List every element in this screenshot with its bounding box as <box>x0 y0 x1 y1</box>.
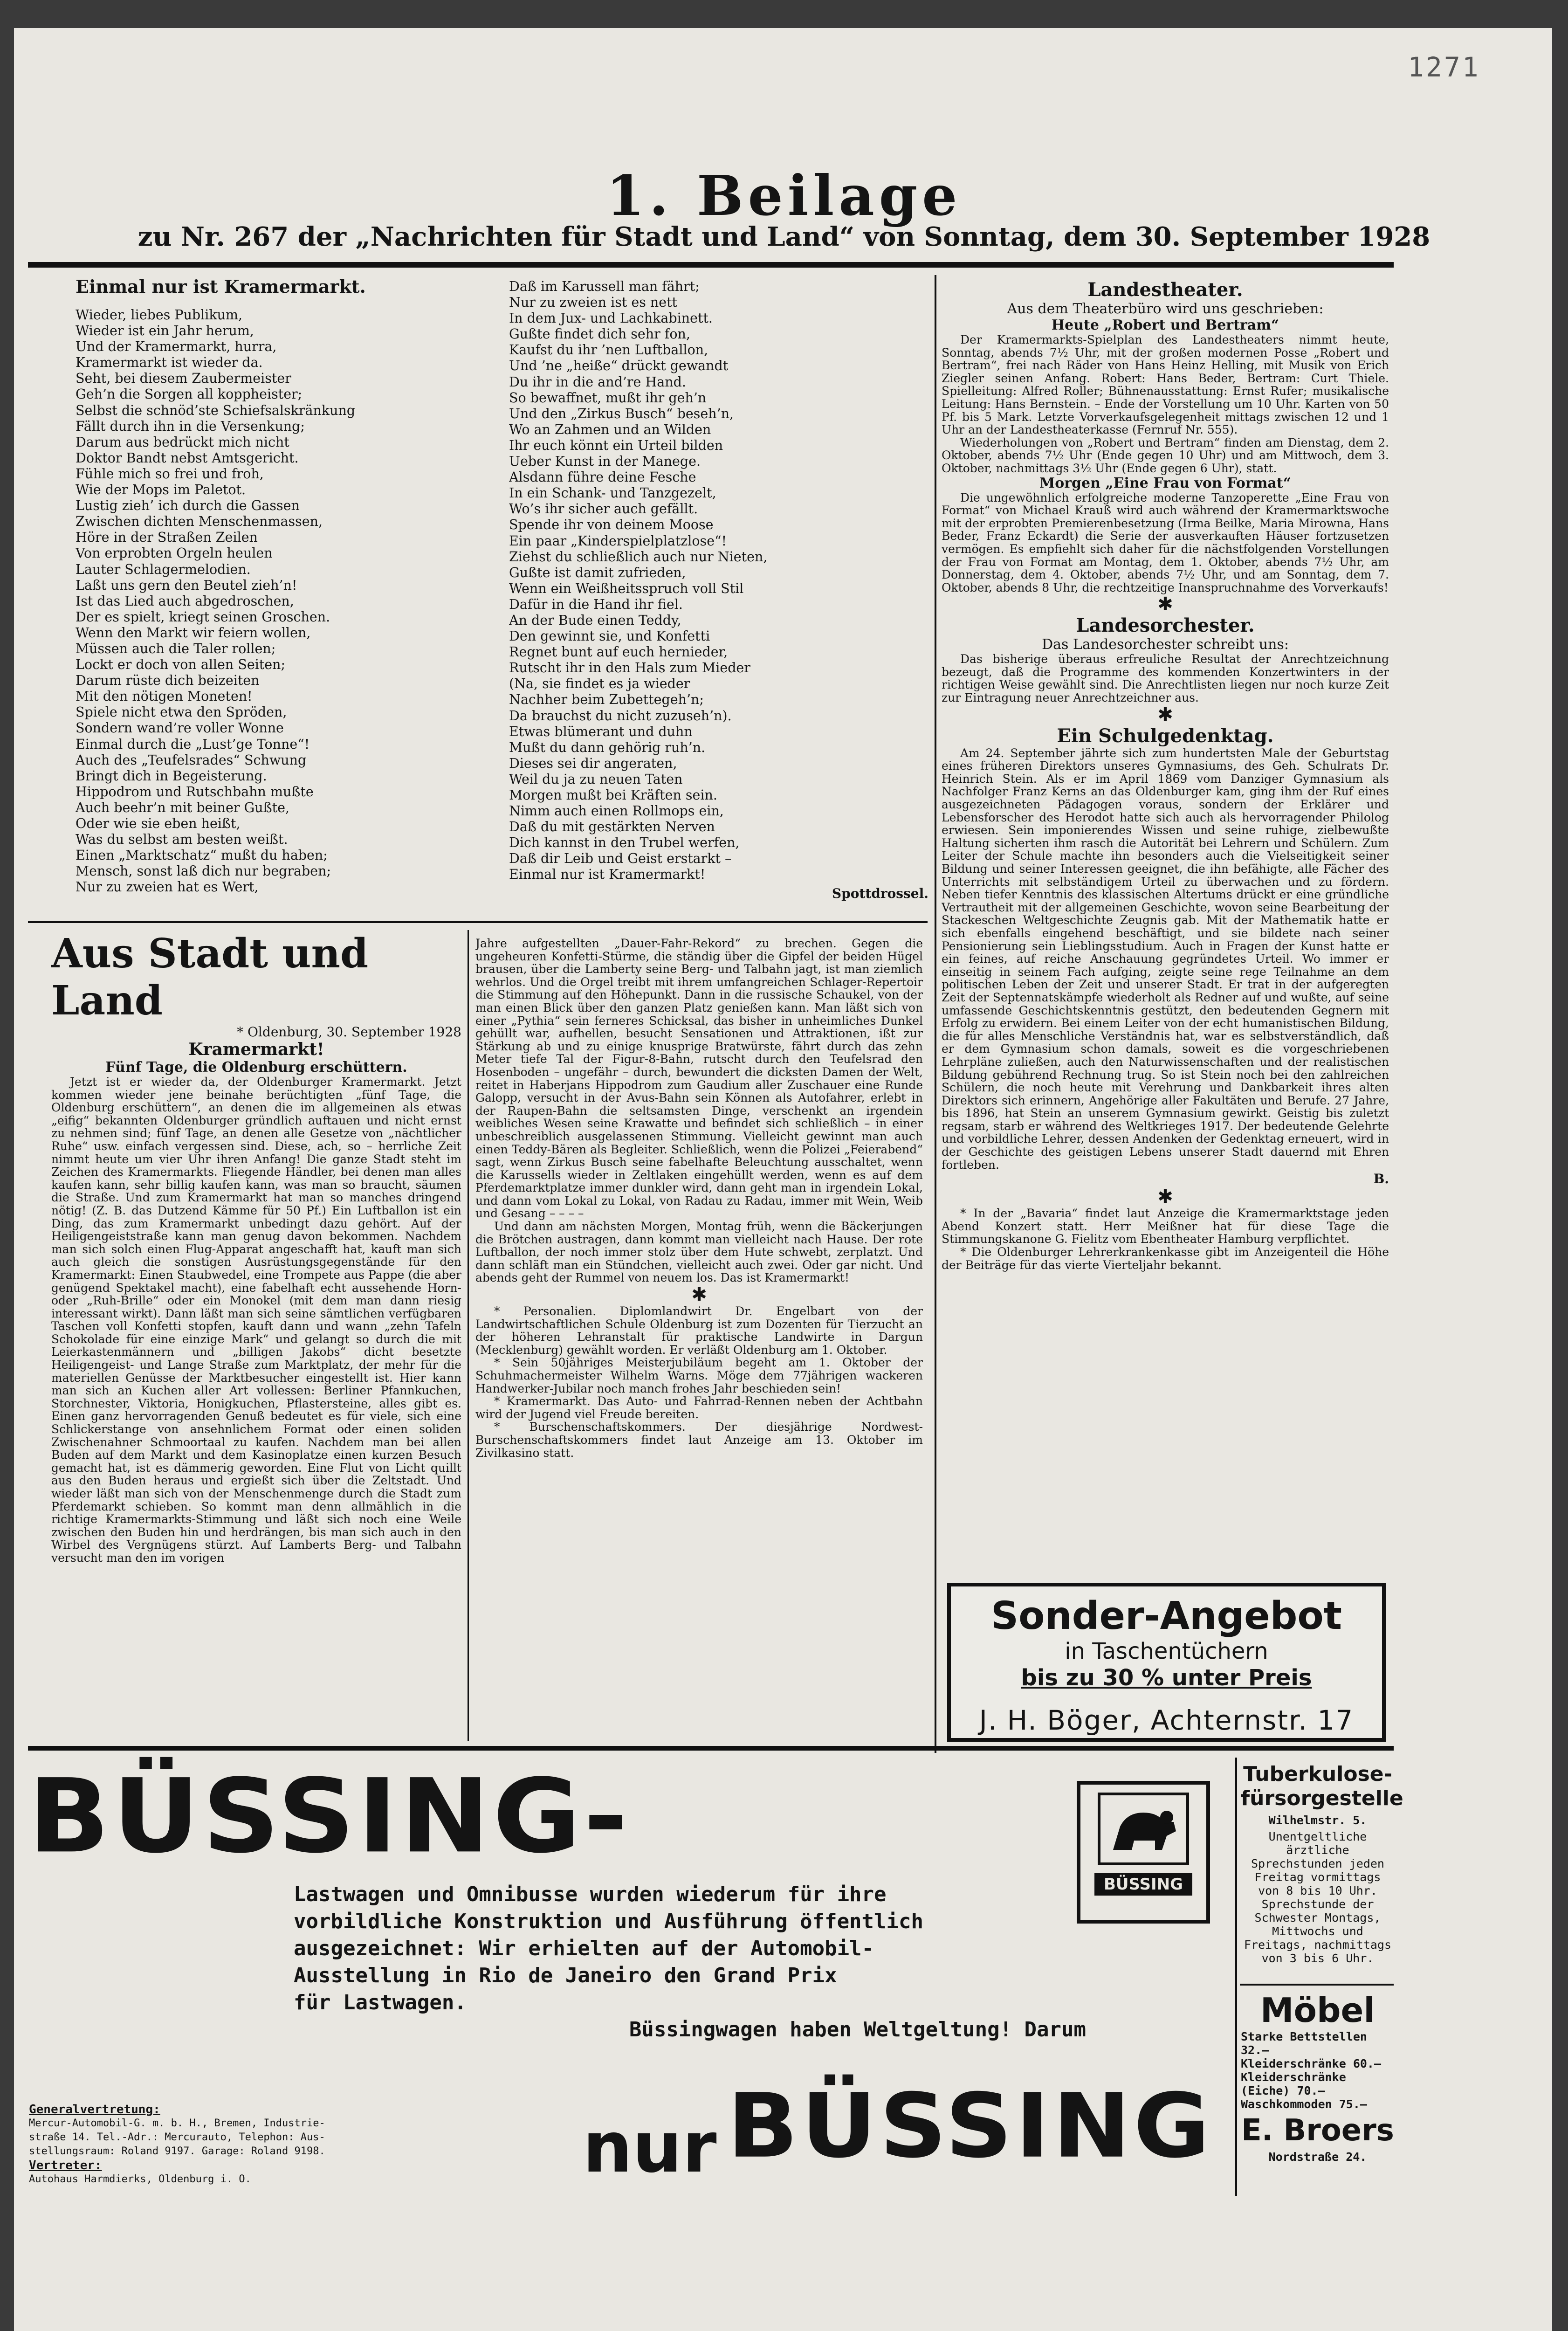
buessing-text-line: vorbildliche Konstruktion und Ausführung öffentlich <box>294 1910 924 1933</box>
poem-line: Dieses sei dir angeraten, <box>509 755 677 771</box>
stadt-text-1: Jetzt ist er wieder da, der Oldenburger Kramermarkt. Jetzt kommen wieder jene beinahe berüchtigten „fünf Tage, die Oldenburg erschüttern“, an denen die im allgemeinen als etwas „eifig“ bekannten Oldenburger gründlich auftauen und nicht ernst zu nehmen sind; fünf Tage, an denen alle Gesetze von „nächtlicher Ruhe“ usw. einfach vergessen sind. Diese, ach, so – herrliche Zeit nimmt heute um vier Uhr ihren Anfang! Die ganze Stadt steht im Zeichen des Kramermarkts. Fliegende Händler, bei denen man alles kaufen kann, sehr billig kaufen kann, was man so braucht, säumen die Straße. Und zum Kramermarkt hat man so manches dringend nötig! (Z. B. das Dutzend Kämme für 50 Pf.) Ein Luftballon ist ein Ding, das zum Kramermarkt unbedingt dazu gehört. Auf der Heiligengeiststraße kann man genug davon bekommen. Nachdem man sich solch einen Flug-Apparat angeschafft hat, kauft man sich auch gleich die sonstigen Ausrüstungsgegenstände für den Kramermarkt: Einen Staubwedel, eine Trompete aus Pappe (die aber genügend Spektakel macht), eine fabelhaft echt aussehende Horn- oder „Ruh-Brille“ oder ein Monokel (mit dem man dann riesig interessant wirkt). Dann läßt man sich seine sämtlichen verfügbaren Taschen voll Konfetti stopfen, kauft dann und wann „zehn Tafeln Schokolade für eine einzige Mark“ und gelangt so durch die mit Leierkastenmännern und „billigen Jakobs“ dicht besetzte Heiligengeist- und Lange Straße zum Marktplatz, der mehr für die materiellen Genüsse der Marktbesucher eingestellt ist. Hier kann man sich an Kuchen aller Art vollessen: Berliner Pfannkuchen, Storchnester, Viktoria, Honigkuchen, Pflastersteine, alles gibt es. Einen ganz hervorragenden Genuß bedeutet es für viele, sich eine Schlickerstange von ansehnlichem Format oder einen soliden Zwischenahner Schmoortaal zu kaufen. Nachdem man bei allen Buden auf dem Markt und dem Kasinoplatze einen kurzen Besuch gemacht hat, ist es dämmerig geworden. Eine Flut von Licht quillt aus den Buden heraus und ergießt sich über die Zeltstadt. Und wieder läßt man sich von der Menschenmenge durch die Stadt zum Pferdemarkt schieben. So kommt man denn allmählich in die richtige Kramermarkts-Stimmung und läßt sich noch eine Weile zwischen den Buden hin und herdrängen, bis man sich auch in den Wirbel des Vergnügens stürzt. Auf Lamberts Berg- und Talbahn versucht man den im vorigen <box>51 1075 461 1565</box>
buessing-text-line: für Lastwagen. <box>294 1991 467 2014</box>
poem-line: Mit den nötigen Moneten! <box>76 689 253 704</box>
poem-line: Zwischen dichten Menschenmassen, <box>76 514 323 530</box>
stadt-subsub: Fünf Tage, die Oldenburg erschüttern. <box>105 1059 407 1076</box>
poem-line: Da brauchst du nicht zuzuseh’n). <box>509 708 732 724</box>
poem-line: Bringt dich in Begeisterung. <box>76 768 267 784</box>
poem-line: Wenn den Markt wir feiern wollen, <box>76 625 311 641</box>
poem-line: Lockt er doch von allen Seiten; <box>76 657 286 673</box>
stadt-title: Aus Stadt und Land <box>51 930 369 1024</box>
moebel-item-1: Starke Bettstellen 32.– <box>1241 2030 1367 2057</box>
column-divider <box>935 275 936 1753</box>
poem-line: Nachher beim Zubettegeh’n; <box>509 692 704 708</box>
poem-line: Wie der Mops im Paletot. <box>76 482 246 498</box>
tuberk-text: Unentgeltliche ärztliche Sprechstunden jeden Freitag vormittags von 8 bis 10 Uhr. Sprechstunde der Schwester Montags, Mittwochs und Freitags, nachmittags von 3 bis 6 Uhr. <box>1244 1830 1392 1965</box>
poem-line: Doktor Bandt nebst Amtsgericht. <box>76 450 299 466</box>
poem-line: (Na, sie findet es ja wieder <box>509 676 690 692</box>
poem-line: Ziehst du schließlich auch nur Nieten, <box>509 549 768 565</box>
poem-line: Einmal nur ist Kramermarkt! <box>509 867 706 883</box>
ad-sonder-line-2: bis zu 30 % unter Preis <box>1021 1665 1312 1691</box>
theater-paragraph-1: Der Kramermarkts-Spielplan des Landestheaters nimmt heute, Sonntag, abends 7½ Uhr, mit der großen modernen Posse „Robert und Bertram“, frei nach Räder von Hans Heinz Helling, mit Musik von Erich Ziegler seinen Anfang. Robert: Hans Beder, Bertram: Curt Thiele. Spielleitung: Alfred Roller; Bühnenausstattung: Ernst Rufer; musikalische Leitung: Hans Bernstein. – Ende der Vorstellung um 10 Uhr. Karten von 50 Pf. bis 5 Mark. Letzte Vorverkaufsgelegenheit mittags zwischen 12 und 1 Uhr an der Landestheaterkasse (Fernruf Nr. 555). <box>942 333 1389 437</box>
gv-label: Generalvertretung: <box>29 2103 160 2117</box>
poem-title: Einmal nur ist Kramermarkt. <box>76 276 366 297</box>
poem-lines-right <box>509 279 928 883</box>
ad-sonder-firm: J. H. Böger, Achternstr. 17 <box>979 1704 1354 1736</box>
school-note-2: * Die Oldenburger Lehrerkrankenkasse gibt im Anzeigenteil die Höhe der Beiträge für das vierte Vierteljahr bekannt. <box>942 1245 1389 1272</box>
poem-line: Und der Kramermarkt, hurra, <box>76 339 277 355</box>
poem-line: Regnet bunt auf euch hernieder, <box>509 644 728 660</box>
poem-line: Etwas blümerant und duhn <box>509 724 693 739</box>
poem-author: Spottdrossel. <box>832 885 928 901</box>
poem-line: Lauter Schlagermelodien. <box>76 561 251 577</box>
ad-sonder-title: Sonder-Angebot <box>991 1594 1342 1638</box>
poem-line: Lustig zieh’ ich durch die Gassen <box>76 498 300 514</box>
poem-line: Was du selbst am besten weißt. <box>76 832 288 848</box>
theater-today: Heute „Robert und Bertram“ <box>1051 317 1279 333</box>
poem-line: In ein Schank- und Tanzgezelt, <box>509 485 716 501</box>
stadt-dateline: * Oldenburg, 30. September 1928 <box>237 1024 461 1040</box>
poem-line: Geh’n die Sorgen all koppheister; <box>76 386 303 402</box>
poem-line: Und ’ne „heiße“ drückt gewandt <box>509 358 729 374</box>
ad-divider <box>1235 1758 1237 2196</box>
poem-line: Fühle mich so frei und froh, <box>76 466 264 482</box>
poem-line: Der es spielt, kriegt seinen Groschen. <box>76 609 330 625</box>
buessing-logo-text: BÜSSING <box>1094 1873 1192 1896</box>
moebel-item-2: Kleiderschränke 60.– <box>1241 2057 1382 2070</box>
vertreter-line: Autohaus Harmdierks, Oldenburg i. O. <box>29 2173 251 2185</box>
poem-line: Wieder, liebes Publikum, <box>76 307 243 323</box>
gv-line-1: Mercur-Automobil-G. m. b. H., Bremen, Industrie- <box>29 2117 325 2129</box>
poem-line: In dem Jux- und Lachkabinett. <box>509 310 713 326</box>
poem-line: Höre in der Straßen Zeilen <box>76 530 258 545</box>
moebel-item-3: Kleiderschränke (Eiche) 70.– <box>1241 2070 1346 2097</box>
poem-line: Daß dir Leib und Geist erstarkt – <box>509 851 732 867</box>
page-number: 1271 <box>1408 51 1480 83</box>
poem-line: Ueber Kunst in der Manege. <box>509 454 701 469</box>
buessing-brand-top: BÜSSING- <box>28 1758 631 1876</box>
poem-line: Hippodrom und Rutschbahn mußte <box>76 784 314 800</box>
masthead-rule <box>28 262 1394 268</box>
poem-line: Wieder ist ein Jahr herum, <box>76 323 254 339</box>
theater-paragraph-3: Die ungewöhnlich erfolgreiche moderne Tanzoperette „Eine Frau von Format“ von Michael Krauß wird auch während der Kramermarktswoche mit der erprobten Premierenbesetzung (Irma Beilke, Maria Mirowna, Hans Beder, Franz Eckardt) die Serie der ausverkauften Häuser fortzusetzen vermögen. Es empfiehlt sich daher für die nächstfolgenden Vorstellungen der Frau von Format am Montag, dem 1. Oktober, abends 7½ Uhr, am Donnerstag, dem 4. Oktober, abends 7½ Uhr, und am Sonntag, dem 7. Oktober, abends 8 Uhr, die rechtzeitige Inanspruchnahme des Vorverkaufs! <box>942 490 1389 594</box>
poem-line: Von erprobten Orgeln heulen <box>76 545 273 561</box>
moebel-street: Nordstraße 24. <box>1268 2150 1367 2164</box>
poem-line: Darum rüste dich beizeiten <box>76 673 260 689</box>
poem-line: Sondern wand’re voller Wonne <box>76 720 284 736</box>
poem-line: Den gewinnt sie, und Konfetti <box>509 628 710 644</box>
poem-column-left <box>76 276 458 905</box>
orchestra-intro: Das Landesorchester schreibt uns: <box>1042 636 1289 653</box>
theater-title: Landestheater. <box>1087 279 1243 301</box>
poem-line: Wenn ein Weißheitsspruch voll Stil <box>509 580 744 596</box>
buessing-text-line: Lastwagen und Omnibusse wurden wiederum für ihre <box>294 1883 887 1906</box>
poem-column-right <box>509 279 928 913</box>
column-divider <box>468 930 469 1741</box>
sonder-angebot-ad <box>947 1583 1386 1742</box>
poem-line: An der Bude einen Teddy, <box>509 612 681 628</box>
poem-line: Müssen auch die Taler rollen; <box>76 641 276 656</box>
gv-line-3: stellungsraum: Roland 9197. Garage: Roland 9198. <box>29 2145 325 2157</box>
ad-divider <box>1240 1984 1394 1986</box>
poem-line: Darum aus bedrückt mich nicht <box>76 434 289 450</box>
poem-line: Oder wie sie eben heißt, <box>76 816 241 831</box>
poem-line: Dafür in die Hand ihr fiel. <box>509 596 683 612</box>
poem-line: Morgen mußt bei Kräften sein. <box>509 787 717 803</box>
buessing-text <box>294 1881 1086 2043</box>
school-sign: B. <box>1373 1171 1389 1187</box>
star-divider: ✱ <box>1157 703 1173 725</box>
tuberk-street: Wilhelmstr. 5. <box>1268 1814 1367 1827</box>
star-divider: ✱ <box>691 1284 707 1306</box>
poem-line: Auch beehr’n mit beiner Gußte, <box>76 800 290 815</box>
gv-line-2: straße 14. Tel.-Adr.: Mercurauto, Telephon: Aus- <box>29 2131 325 2143</box>
tuberkulose-ad <box>1241 1762 1403 1965</box>
school-title: Ein Schulgedenktag. <box>1057 724 1274 747</box>
buessing-brand-bottom: BÜSSING <box>727 2075 1213 2178</box>
poem-line: So bewaffnet, mußt ihr geh’n <box>509 390 707 406</box>
stadt-note-1: * Personalien. Diplomlandwirt Dr. Engelbart von der Landwirtschaftlichen Schule Oldenburg ist zum Dozenten für Tierzucht an der höheren Lehranstalt für praktische Landwirte in Dargun (Mecklenburg) gewählt worden. Er verläßt Oldenburg am 1. Oktober. <box>475 1304 923 1357</box>
buessing-text-line: ausgezeichnet: Wir erhielten auf der Automobil- <box>294 1937 874 1960</box>
poem-line: Ein paar „Kinderspielplatzlose“! <box>509 533 727 549</box>
poem-line: Kramermarkt ist wieder da. <box>76 355 263 371</box>
stadt-note-3: * Kramermarkt. Das Auto- und Fahrrad-Rennen neben der Achtbahn wird der Jugend viel Freude bereiten. <box>475 1394 923 1421</box>
poem-line: Einmal durch die „Lust’ge Tonne“! <box>76 736 310 752</box>
moebel-firm: E. Broers <box>1241 2113 1394 2148</box>
poem-lines-left <box>76 307 458 895</box>
poem-line: Mußt du dann gehörig ruh’n. <box>509 739 706 755</box>
tuberk-title: Tuberkulose-fürsorgestelle <box>1241 1762 1403 1810</box>
orchestra-title: Landesorchester. <box>1076 614 1255 637</box>
poem-line: Rutscht ihr in den Hals zum Mieder <box>509 660 750 676</box>
star-divider: ✱ <box>1157 1186 1173 1208</box>
stadt-column-1 <box>51 930 461 1741</box>
poem-line: Spiele nicht etwa den Spröden, <box>76 704 287 720</box>
poem-line: Nur zu zweien hat es Wert, <box>76 879 259 895</box>
poem-line: Seht, bei diesem Zaubermeister <box>76 371 291 386</box>
stadt-text-3: Und dann am nächsten Morgen, Montag früh, wenn die Bäckerjungen die Brötchen austragen, dann kommt man vielleicht nach Hause. Der rote Luftballon, der noch immer stolz über dem Hute schwebt, zerplatzt. Und dann schläft man ein Stündchen, vielleicht auch zwei. Oder gar nicht. Und abends geht der Rummel von neuem los. Das ist Kramermarkt! <box>475 1220 923 1285</box>
theater-column <box>942 279 1389 1747</box>
poem-line: Fällt durch ihn in die Versenkung; <box>76 418 305 434</box>
poem-line: Einen „Marktschatz“ mußt du haben; <box>76 848 328 863</box>
stadt-note-2: * Sein 50jähriges Meisterjubiläum begeht am 1. Oktober der Schuhmachermeister Wilhelm Warns. Möge dem 77jährigen wackeren Handwerker-Jubilar noch manch frohes Jahr beschieden sein! <box>475 1356 923 1395</box>
poem-line: Laßt uns gern den Beutel zieh’n! <box>76 577 297 593</box>
poem-line: Alsdann führe deine Fesche <box>509 469 696 485</box>
poem-line: Gußte findet dich sehr fon, <box>509 326 690 342</box>
poem-line: Daß im Karussell man fährt; <box>509 279 700 294</box>
moebel-title: Möbel <box>1260 1991 1375 2030</box>
buessing-logo <box>1077 1781 1210 1924</box>
buessing-generalvertretung <box>29 2103 392 2186</box>
buessing-text-line: Büssingwagen haben Weltgeltung! Darum <box>629 2018 1086 2041</box>
stadt-subtitle: Kramermarkt! <box>188 1040 324 1059</box>
poem-line: Selbst die schnöd’ste Schiefsalskränkung <box>76 402 356 418</box>
poem-line: Ist das Lied auch abgedroschen, <box>76 593 294 609</box>
poem-line: Ihr euch könnt ein Urteil bilden <box>509 437 723 453</box>
star-divider: ✱ <box>1157 593 1173 615</box>
page-subtitle: zu Nr. 267 der „Nachrichten für Stadt und Land“ von Sonntag, dem 30. September 1928 <box>138 221 1430 252</box>
buessing-text-line: Ausstellung in Rio de Janeiro den Grand Prix <box>294 1964 837 1987</box>
poem-line: Spende ihr von deinem Moose <box>509 517 714 533</box>
poem-line: Daß du mit gestärkten Nerven <box>509 819 715 835</box>
vertreter-label: Vertreter: <box>29 2159 102 2172</box>
ad-sonder-line-1: in Taschentüchern <box>1065 1638 1268 1664</box>
moebel-ad <box>1241 1991 1395 2164</box>
school-note-1: * In der „Bavaria“ findet laut Anzeige die Kramermarktstage jeden Abend Konzert statt. Herr Meißner hat für diese Tage die Stimmungskanone G. Fielitz vom Ebentheater Hamburg verpflichtet. <box>942 1207 1389 1246</box>
poem-line: Nimm auch einen Rollmops ein, <box>509 803 724 819</box>
poem-line: Dich kannst in den Trubel werfen, <box>509 835 740 851</box>
stadt-column-2 <box>475 937 923 1739</box>
theater-paragraph-2: Wiederholungen von „Robert und Bertram“ finden am Dienstag, dem 2. Oktober, abends 7½ Uhr (Ende gegen 10 Uhr) und am Mittwoch, dem 3. Oktober, nachmittags 3½ Uhr (Ende gegen 6 Uhr), statt. <box>942 435 1389 475</box>
poem-line: Und den „Zirkus Busch“ beseh’n, <box>509 406 734 421</box>
poem-line: Du ihr in die and’re Hand. <box>509 374 686 390</box>
poem-line: Wo an Zahmen und an Wilden <box>509 421 711 437</box>
poem-line: Nur zu zweien ist es nett <box>509 295 678 310</box>
school-paragraph: Am 24. September jährte sich zum hundertsten Male der Geburtstag eines früheren Direktors unseres Gymnasiums, des Geh. Schulrats Dr. Heinrich Stein. Als er im April 1869 vom Danziger Gymnasium als Nachfolger Franz Kerns an das Oldenburger kam, ging ihm der Ruf eines ausgezeichneten Pädagogen voraus, sondern der Erklärer und Lebensforscher des Herodot hatte sich auch als hervorragender Philolog erwiesen. Sein imponierendes Wissen und seine ruhige, zielbewußte Haltung sicherten ihm rasch die Autorität bei Lehrern und Schülern. Zum Leiter der Schule machte ihn besonders auch die Vielseitigkeit seiner Bildung und seiner Interessen geeignet, die ihn befähigte, alle Fächer des Unterrichts mit selbständigem Urteil zu überwachen und zu fördern. Neben tiefer Kenntnis des klassischen Altertums drückt er eine gründliche Vertrautheit mit der allgemeinen Geschichte, wovon seine Bearbeitung der Stackeschen Weltgeschichte Zeugnis gab. Mit der Mathematik hatte er sich ebenfalls eingehend beschäftigt, und sie bildete nach seiner Pensionierung sein Lieblingsstudium. Auch in Fragen der Kunst hatte er ein feines, auf reiche Anschauung gegründetes Urteil. Wo immer er einseitig in seinem Fach aufging, zeigte seine rege Teilnahme an dem politischen Leben der Zeit und unserer Stadt. Er trat in der aufgeregten Zeit der Septennatskämpfe wiederholt als Redner auf und wußte, auf seine umfassende Geschichtskenntnis gestützt, den bedeutenden Gegnern mit Erfolg zu erwidern. Bei einem Leiter von der echt humanistischen Bildung, die für alles Menschliche Verständnis hat, war es selbstverständlich, daß er dem Gymnasium schon damals, soweit es die vorgeschriebenen Lehrpläne zuließen, auch den Naturwissenschaften und der realistischen Bildung gebührend Rechnung trug. So ist Stein noch bei den zahlreichen Schülern, die noch heute mit Verehrung und Dankbarkeit ihres alten Direktors sich erinnern, Angehörige aller Fakultäten und Berufe. 27 Jahre, bis 1896, hat Stein an unserem Gymnasium gewirkt. Geistig bis zuletzt regsam, starb er während des Weltkrieges 1917. Der bedeutende Gelehrte und vorbildliche Lehrer, dessen Andenken der Gedenktag erneuert, wird in der Geschichte des geistigen Lebens unserer Stadt dauernd mit Ehren fortleben. <box>942 746 1389 1172</box>
poem-line: Kaufst du ihr ’nen Luftballon, <box>509 342 708 358</box>
poem-line: Gußte ist damit zufrieden, <box>509 565 686 580</box>
poem-line: Auch des „Teufelsrades“ Schwung <box>76 752 307 768</box>
poem-line: Mensch, sonst laß dich nur begraben; <box>76 863 331 879</box>
orchestra-paragraph: Das bisherige überaus erfreuliche Resultat der Anrechtzeichnung bezeugt, daß die Programme des kommenden Konzertwinters in der richtigen Weise gewählt sind. Die Anrechtlisten liegen nur noch kurze Zeit zur Eintragung neuer Anrechtzeichner aus. <box>942 652 1389 705</box>
section-divider <box>28 921 928 923</box>
page-title: 1. Beilage <box>606 163 962 228</box>
poem-line: Weil du ja zu neuen Taten <box>509 771 683 787</box>
stadt-text-2: Jahre aufgestellten „Dauer-Fahr-Rekord“ zu brechen. Gegen die ungeheuren Konfetti-Stürme, die ständig über die Gipfel der beiden Hügel brausen, über die Lamberty seine Berg- und Talbahn jagt, ist man ziemlich wehrlos. Und die Orgel treibt mit ihrem umfangreichen Schlager-Repertoir die Stimmung auf den Höhepunkt. Dann in die russische Schaukel, von der man einen Blick über den ganzen Platz genießen kann. Man läßt sich von einer „Pythia“ sein ferneres Schicksal, das bisher in unheimliches Dunkel gehüllt war, aufhellen, besucht Sensationen und Attraktionen, ißt zur Stärkung ab und zu einige knusprige Bratwürste, fährt durch das zehn Meter tiefe Tal der Figur-8-Bahn, rutscht durch den Teufelsrad den Hosenboden – ungefähr – durch, bewundert die dicksten Damen der Welt, reitet in Haberjans Hippodrom zum Gaudium aller Zuschauer eine Runde Galopp, versucht in der Avus-Bahn sein Können als Autofahrer, erlebt in der Raupen-Bahn die seltsamsten Dinge, verschenkt an irgendein weibliches Wesen seine Krawatte und befindet sich schließlich – in einer unbeschreiblich ausgelassenen Stimmung. Vielleicht gewinnt man auch einen Teddy-Bären als Begleiter. Schließlich, wenn die Polizei „Feierabend“ sagt, wenn Zirkus Busch seine fabelhafte Beleuchtung ausschaltet, wenn die Karussells wieder in Zeltlaken eingehüllt werden, wenn es auf dem Pferdemarktplatze immer dunkler wird, dann geht man in irgendein Lokal, und dann vom Lokal zu Lokal, von Radau zu Radau, immer mit Wein, Weib und Gesang – – – – <box>475 937 923 1221</box>
theater-intro: Aus dem Theaterbüro wird uns geschrieben: <box>1007 301 1324 317</box>
lion-icon <box>1080 1785 1206 1873</box>
ad-section-rule <box>28 1746 1394 1751</box>
theater-sub: Morgen „Eine Frau von Format“ <box>1039 475 1291 491</box>
stadt-note-4: * Burschenschaftskommers. Der diesjährige Nordwest-Burschenschaftskommers findet laut Anzeige am 13. Oktober im Zivilkasino statt. <box>475 1420 923 1460</box>
buessing-nur: nur <box>583 2107 717 2188</box>
moebel-item-4: Waschkommoden 75.– <box>1241 2097 1367 2111</box>
poem-line: Wo’s ihr sicher auch gefällt. <box>509 501 698 517</box>
